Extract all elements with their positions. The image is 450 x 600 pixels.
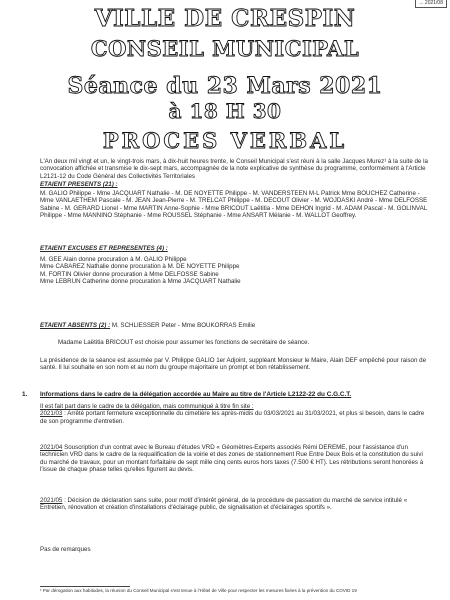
excuse-line: Mme LEBRUN Catherine donne procuration à Mme JACQUART Nathalie: [40, 277, 241, 285]
present-heading: ETAIENT PRESENTS (21) :: [40, 181, 118, 188]
title-session-date: Séance du 23 Mars 2021: [67, 73, 383, 99]
intro-paragraph: L'An deux mil vingt et un, le vingt-trois mars, à dix-huit heures trente, le Conseil Municipal s'est réuni à la salle Jacques Murez¹ à la suite de la convocation affichée et transmise le dix-sept mars, accompagnée de la note explicative de synthèse du programme, conformément à l'Article L2121-12 du Code Général des Collectivités Territoriales: [40, 158, 428, 180]
decision-ref: 2021/05: [40, 497, 63, 504]
absents-names: M. SCHLIESSER Peter - Mme BOUKORRAS Emilie: [110, 322, 256, 329]
section-1-heading: [22, 391, 430, 398]
decision-2021-05: [40, 497, 430, 512]
section-title: Informations dans le cadre de la délégation accordée au Maire au titre de l'Article L2122-22 du C.G.C.T.: [40, 391, 352, 398]
decision-ref: 2021/04: [40, 444, 63, 451]
title-session-time: à 18 H 30: [168, 99, 282, 123]
title-town: VILLE DE CRESPIN: [94, 5, 356, 32]
title-council: CONSEIL MUNICIPAL: [90, 36, 360, 61]
decision-text: : Arrêté portant fermeture exceptionnelle du cimetière les après-midis du 03/03/2021 au 31/03/2021, et plus si besoin, dans le cadre de son programme d'entretien.: [40, 410, 425, 425]
delegation-intro: Il est fait part dans le cadre de la délégation, mais communiqué à titre fin site :: [40, 403, 254, 410]
decision-2021-04: [40, 444, 430, 473]
decision-text: : Décision de déclaration sans suite, pour motif d'intérêt général, de la procédure de passation du marché de service intitulé « Entretien, rénovation et création d'installations d'éclairage public, de signalisation et d'éclairages sportifs ».: [40, 497, 408, 512]
excuses-heading: ETAIENT EXCUSES ET REPRESENTES (4) :: [40, 245, 168, 252]
decision-2021-03: [40, 403, 430, 425]
excuse-line: M. FORTIN Olivier donne procuration à Mme DELFOSSE Sabine: [40, 270, 219, 278]
presidency-paragraph: La présidence de la séance est assumée par V. Philippe GALIO 1er Adjoint, suppléant Monsieur le Maire, Alain DEF empêché pour raison de santé. Il lui souhaite en son nom et au nom du groupe majoritaire un prompt et bon rétablissement.: [40, 357, 427, 372]
decision-ref: 2021/03: [40, 410, 63, 418]
absents-heading: ETAIENT ABSENTS (2) :: [40, 322, 111, 329]
section-number: 1.: [22, 391, 28, 398]
excuse-line: M. GEE Alain donne procuration à M. GALIO Philippe: [40, 256, 187, 263]
decision-text: Souscription d'un contrat avec le Bureau d'études VRD « Géomètres-Experts associés Rémi DEREME, pour l'assistance d'un technicien VRD dans le cadre de la requalification de la voirie et des zones de stationnement Rue Entre Deux Bois et la constitution du suivi du marché de travaux, pour un montant forfaitaire de sept mille cinq cents euros hors taxes (7.500 € HT). Les rétributions seront honorées à l'issue de chaque phase telles qu'elles figurent au devis.: [40, 444, 424, 473]
footnote: ¹ Par dérogation aux habitudes, la réunion du Conseil Municipal s'est tenue à l'Hôtel de Ville pour respecter les mesures fixées à la prévention du COVID 19: [40, 588, 357, 593]
excuses-list: [40, 256, 430, 285]
present-list: M. GALIO Philippe - Mme JACQUART Nathalie - M. DE NOYETTE Philippe - M. VANDERSTEEN M-L Patrick Mme BOUCHEZ Catherine - Mme VANLAETHEM Pascale - M. JEAN Jean-Pierre - M. TRELCAT Philippe - M. DECOUT Olivier - M. WOJDASKI André - Mme DELFOSSE Sabine - M. GERARD Lionel - Mme MARTIN Anne-Sophie - Mme BRICOUT Laëtitia - Mme DEHON Ingrid - M. ADAM Pascal - M. GOLINVAL Philippe - Mme MANNINO Stéphanie - Mme ROUSSEL Stéphanie - Mme ANSART Mélanie - M. WALLOT Geoffrey.: [40, 190, 428, 219]
footnote-divider: [40, 586, 130, 587]
absents-line: [40, 322, 430, 329]
secretary-paragraph: Madame Laëtitia BRICOUT est choisie pour assumer les fonctions de secrétaire de séance.: [58, 339, 310, 346]
title-proces-verbal: PROCES VERBAL: [102, 128, 348, 153]
remarks-line: Pas de remarques: [40, 546, 91, 553]
excuse-line: Mme CABAREZ Nathalie donne procuration à M. DE NOYETTE Philippe: [40, 263, 240, 271]
page-stamp: ... 2021/08: [415, 0, 447, 8]
